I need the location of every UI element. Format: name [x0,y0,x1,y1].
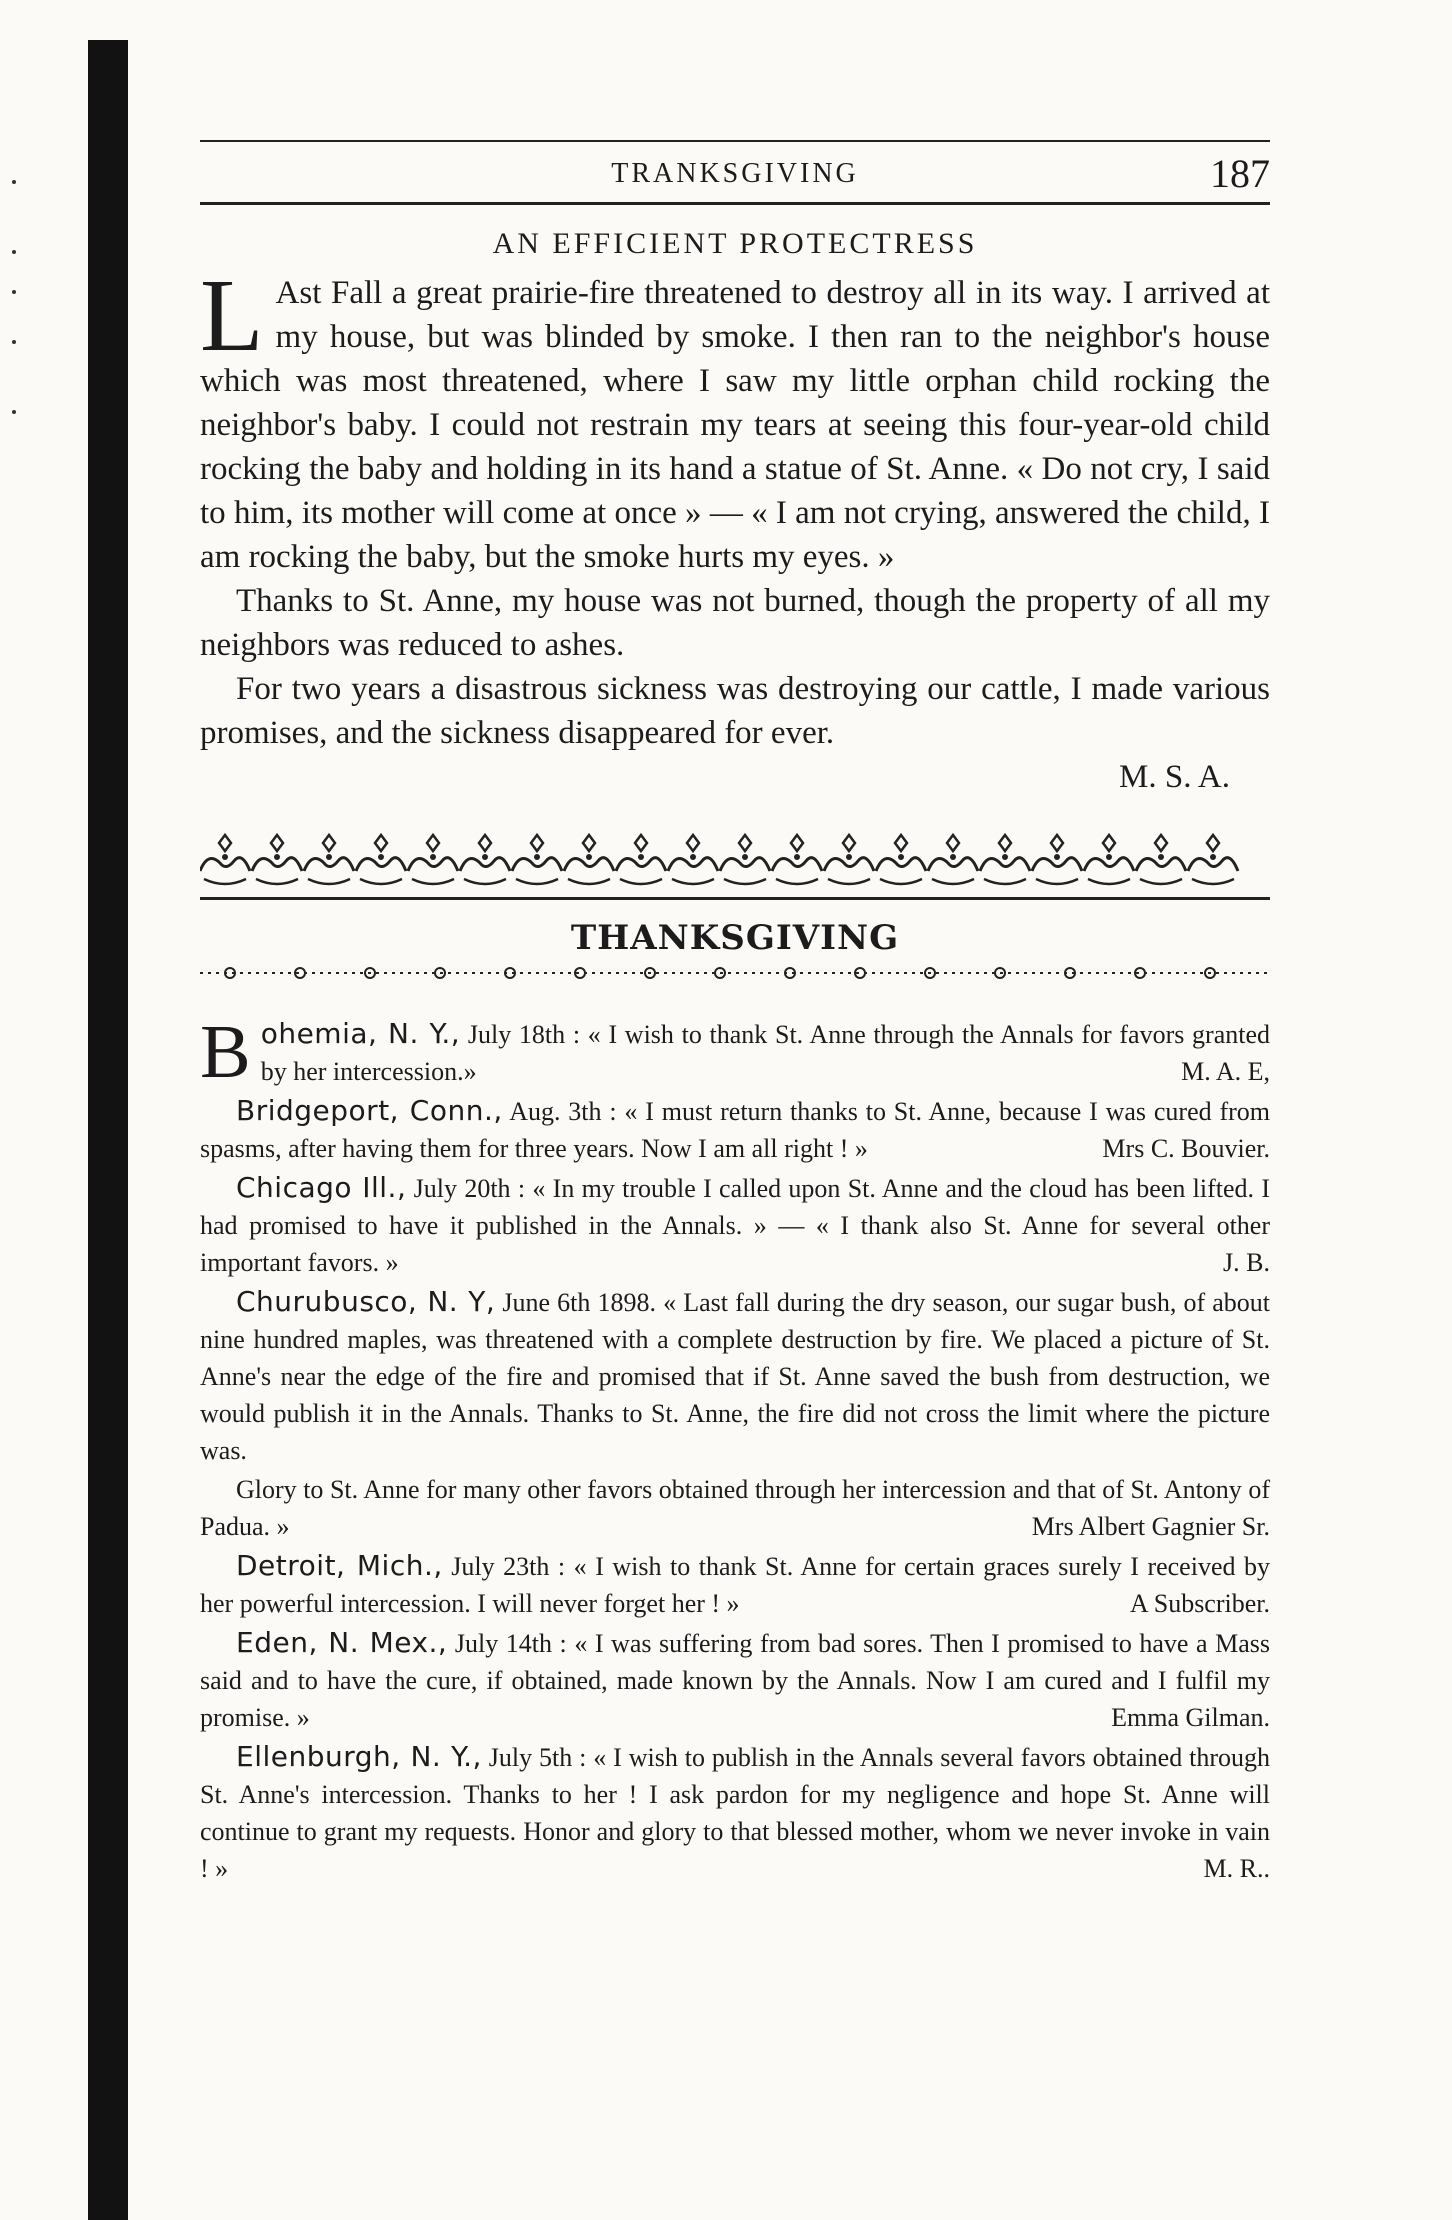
entry-signature: M. R.. [1203,1854,1270,1883]
thanksgiving-entry [200,1169,1270,1281]
ornament-pattern [200,827,1270,893]
thanksgiving-entry [200,1010,1271,1094]
page-binding-shadow [88,40,128,2220]
drop-cap: L [200,258,264,373]
ornament-band [200,827,1270,900]
entry-text: July 23th : « I wish to thank St. Anne for certain graces surely I received by her powerful intercession. I will never forget her ! » [200,1552,1271,1618]
running-head [200,140,1270,205]
story-paragraph: L Ast Fall a great prairie-fire threatened to destroy all in its way. I arrived at my house, but was blinded by smoke. I then ran to the neighbor's house which was most threatened, where I saw my little orphan child rocking the neighbor's baby. I could not restrain my tears at seeing this four-year-old child rocking the baby and holding in its hand a statue of St. Anne. « Do not cry, I said to him, its mother will come at once » — « I am not crying, answered the child, I am rocking the baby, but the smoke hurts my eyes. » [200,258,1270,575]
entry-place: Detroit, Mich., [236,1549,443,1582]
entry-text: Aug. 3th : « I must return thanks to St. Anne, because I was cured from spasms, after having them for three years. Now I am all right ! » [200,1097,1270,1163]
thanksgiving-entry [200,1547,1270,1622]
entry-place: Bridgeport, Conn., [236,1094,503,1127]
entry-text: July 5th : « I wish to publish in the Annals several favors obtained through St. Anne's intercession. Thanks to her ! I ask pardon for my negligence and hope St. Anne will continue to grant my requests. Honor and glory to that blessed mother, whom we never invoke in vain ! » [200,1743,1270,1883]
entry-signature: J. B. [1223,1248,1270,1277]
thanksgiving-entry [200,1738,1270,1887]
entry-place: Chicago Ill., [236,1171,407,1204]
entry-place: Churubusco, N. Y, [236,1285,496,1318]
drop-cap: B [200,1010,251,1094]
entry-signature: Mrs Albert Gagnier Sr. [1031,1512,1270,1541]
thanksgiving-entry [200,1092,1270,1167]
entry-signature: Emma Gilman. [1111,1703,1270,1732]
entry-text: July 20th : « In my trouble I called upon St. Anne and the cloud has been lifted. I had promised to have it published in the Annals. » — « I thank also St. Anne for several other important favors. » [200,1174,1270,1277]
story-body [200,258,1270,799]
thanksgiving-heading: THANKSGIVING [570,918,900,958]
page-number: 187 [1210,151,1270,196]
thanksgiving-entry [200,1624,1270,1736]
entry-text: July 18th : « I wish to thank St. Anne through the Annals for favors granted by her intercession.» [260,1020,1271,1086]
entry-place: ohemia, N. Y., [260,1017,461,1050]
entry-text: July 14th : « I was suffering from bad sores. Then I promised to have a Mass said and to have the cure, if obtained, made known by the Annals. Now I am cured and I fulfil my promise. » [200,1629,1270,1732]
entry-place: Eden, N. Mex., [236,1626,448,1659]
story-paragraph: For two years a disastrous sickness was destroying our cattle, I made various promises, and the sickness disappeared for ever. [200,671,1270,751]
running-title: TRANKSGIVING [611,158,859,189]
book-page [200,140,1270,1889]
thanksgiving-entry [200,1283,1270,1469]
story-paragraph: Thanks to St. Anne, my house was not burned, though the property of all my neighbors was reduced to ashes. [200,583,1270,663]
margin-specks [0,0,60,2220]
story-signature: M. S. A. [1119,759,1230,795]
thanksgiving-entries [200,1010,1271,1887]
entry-signature: A Subscriber. [1129,1589,1270,1618]
entry-text: June 6th 1898. « Last fall during the dry season, our sugar bush, of about nine hundred maples, was threatened with a complete destruction by fire. We placed a picture of St. Anne's near the edge of the fire and promised that if St. Anne saved the bush from destruction, we would publish it in the Annals. Thanks to St. Anne, the fire did not cross the limit where the picture was. [200,1288,1270,1465]
entry-text: Glory to St. Anne for many other favors obtained through her intercession and that of St. Antony of Padua. » [200,1475,1270,1541]
chain-rule [200,962,1270,984]
story-title: AN EFFICIENT PROTECTRESS [492,227,978,260]
thanksgiving-entry [200,1471,1270,1545]
entry-signature: M. A. E, [1181,1057,1270,1086]
entry-place: Ellenburgh, N. Y., [236,1740,482,1773]
entry-signature: Mrs C. Bouvier. [1102,1134,1270,1163]
